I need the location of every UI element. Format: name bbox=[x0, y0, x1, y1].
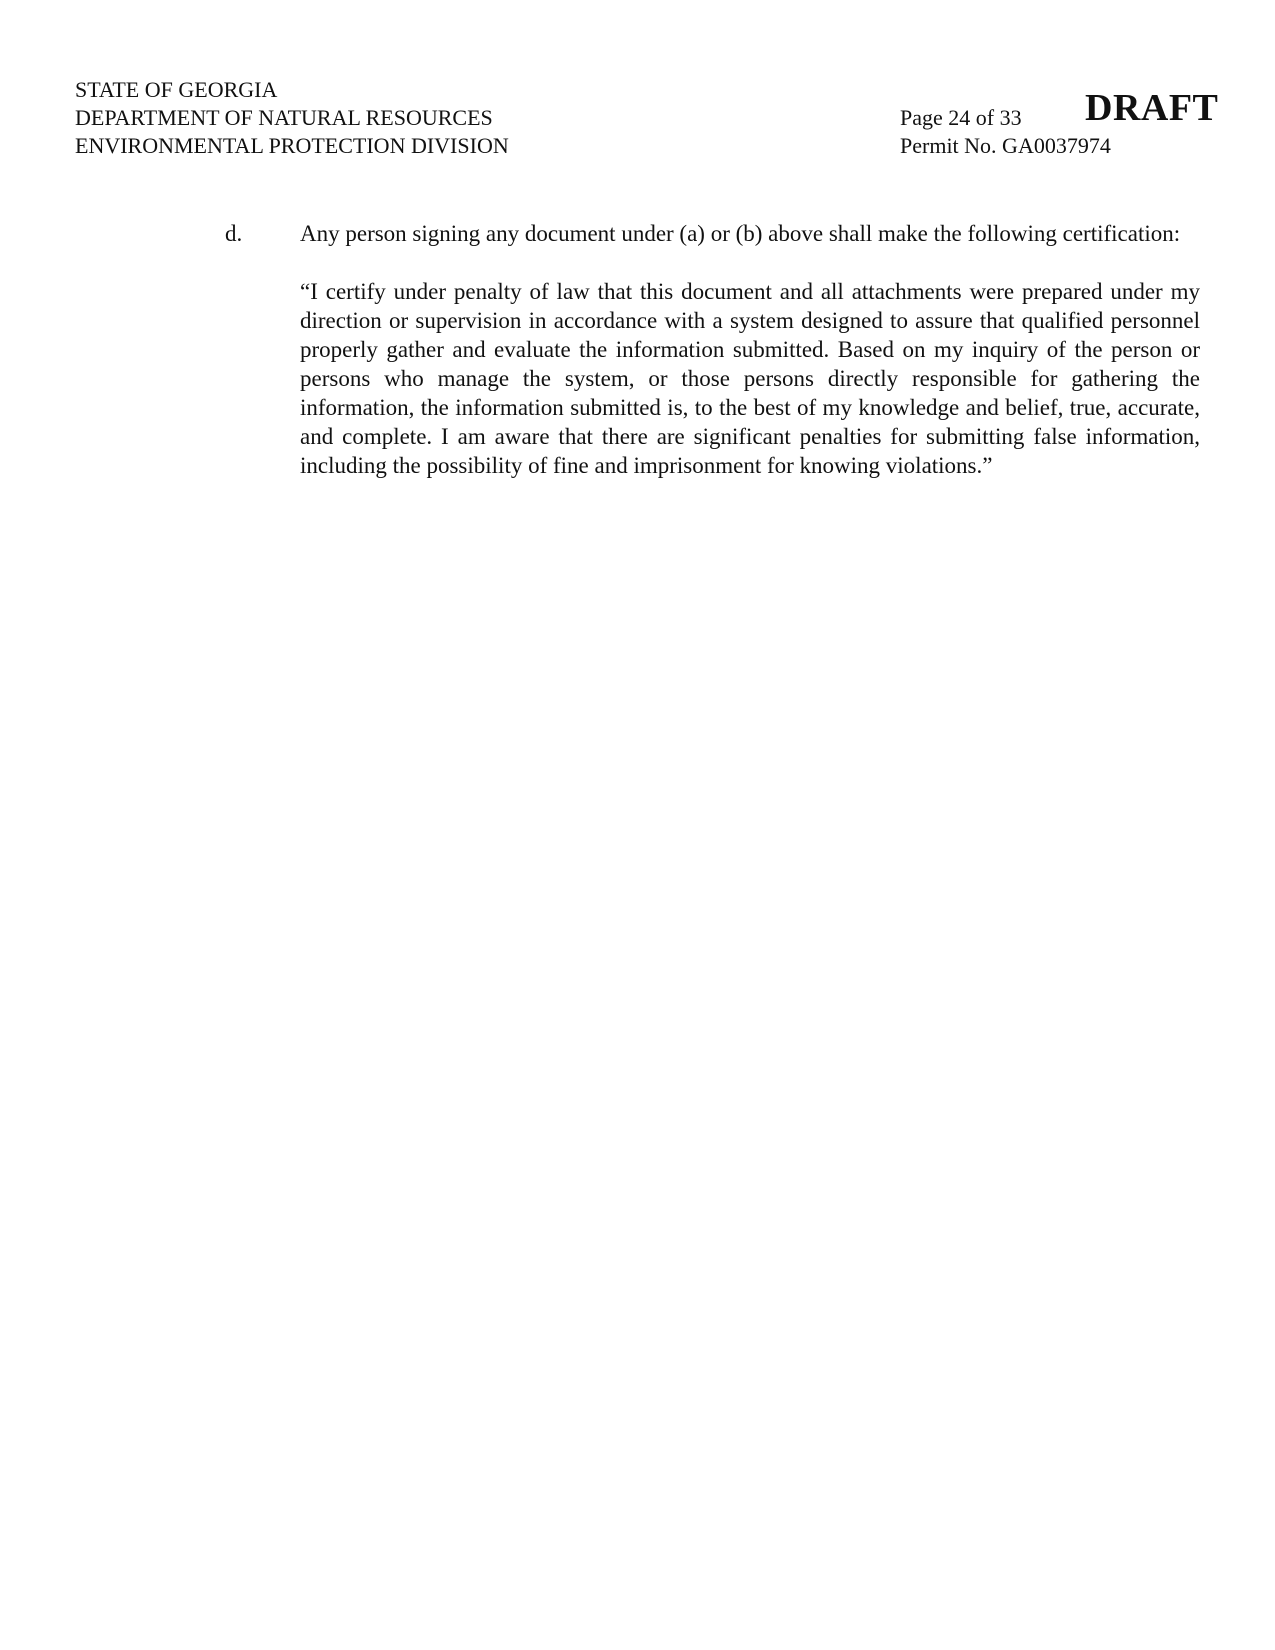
state-name: STATE OF GEORGIA bbox=[75, 77, 278, 102]
draft-watermark: DRAFT bbox=[1085, 87, 1219, 129]
page-number: Page 24 of 33 bbox=[900, 105, 1022, 130]
item-body bbox=[300, 219, 1200, 480]
agency-header bbox=[75, 76, 509, 160]
certification-intro: Any person signing any document under (a) or (b) above shall make the following certification: bbox=[300, 221, 1181, 246]
division-name: ENVIRONMENTAL PROTECTION DIVISION bbox=[75, 133, 509, 158]
department-name: DEPARTMENT OF NATURAL RESOURCES bbox=[75, 105, 493, 130]
permit-number: Permit No. GA0037974 bbox=[900, 133, 1111, 158]
certification-statement: “I certify under penalty of law that this document and all attachments were prepared under my direction or supervision in accordance with a system designed to assure that qualified personnel properly gather and evaluate the information submitted. Based on my inquiry of the person or persons who manage the system, or those persons directly responsible for gathering the information, the information submitted is, to the best of my knowledge and belief, true, accurate, and complete. I am aware that there are significant penalties for submitting false information, including the possibility of fine and imprisonment for knowing violations.” bbox=[300, 279, 1200, 478]
page-info bbox=[900, 104, 1111, 160]
item-marker: d. bbox=[225, 221, 243, 246]
